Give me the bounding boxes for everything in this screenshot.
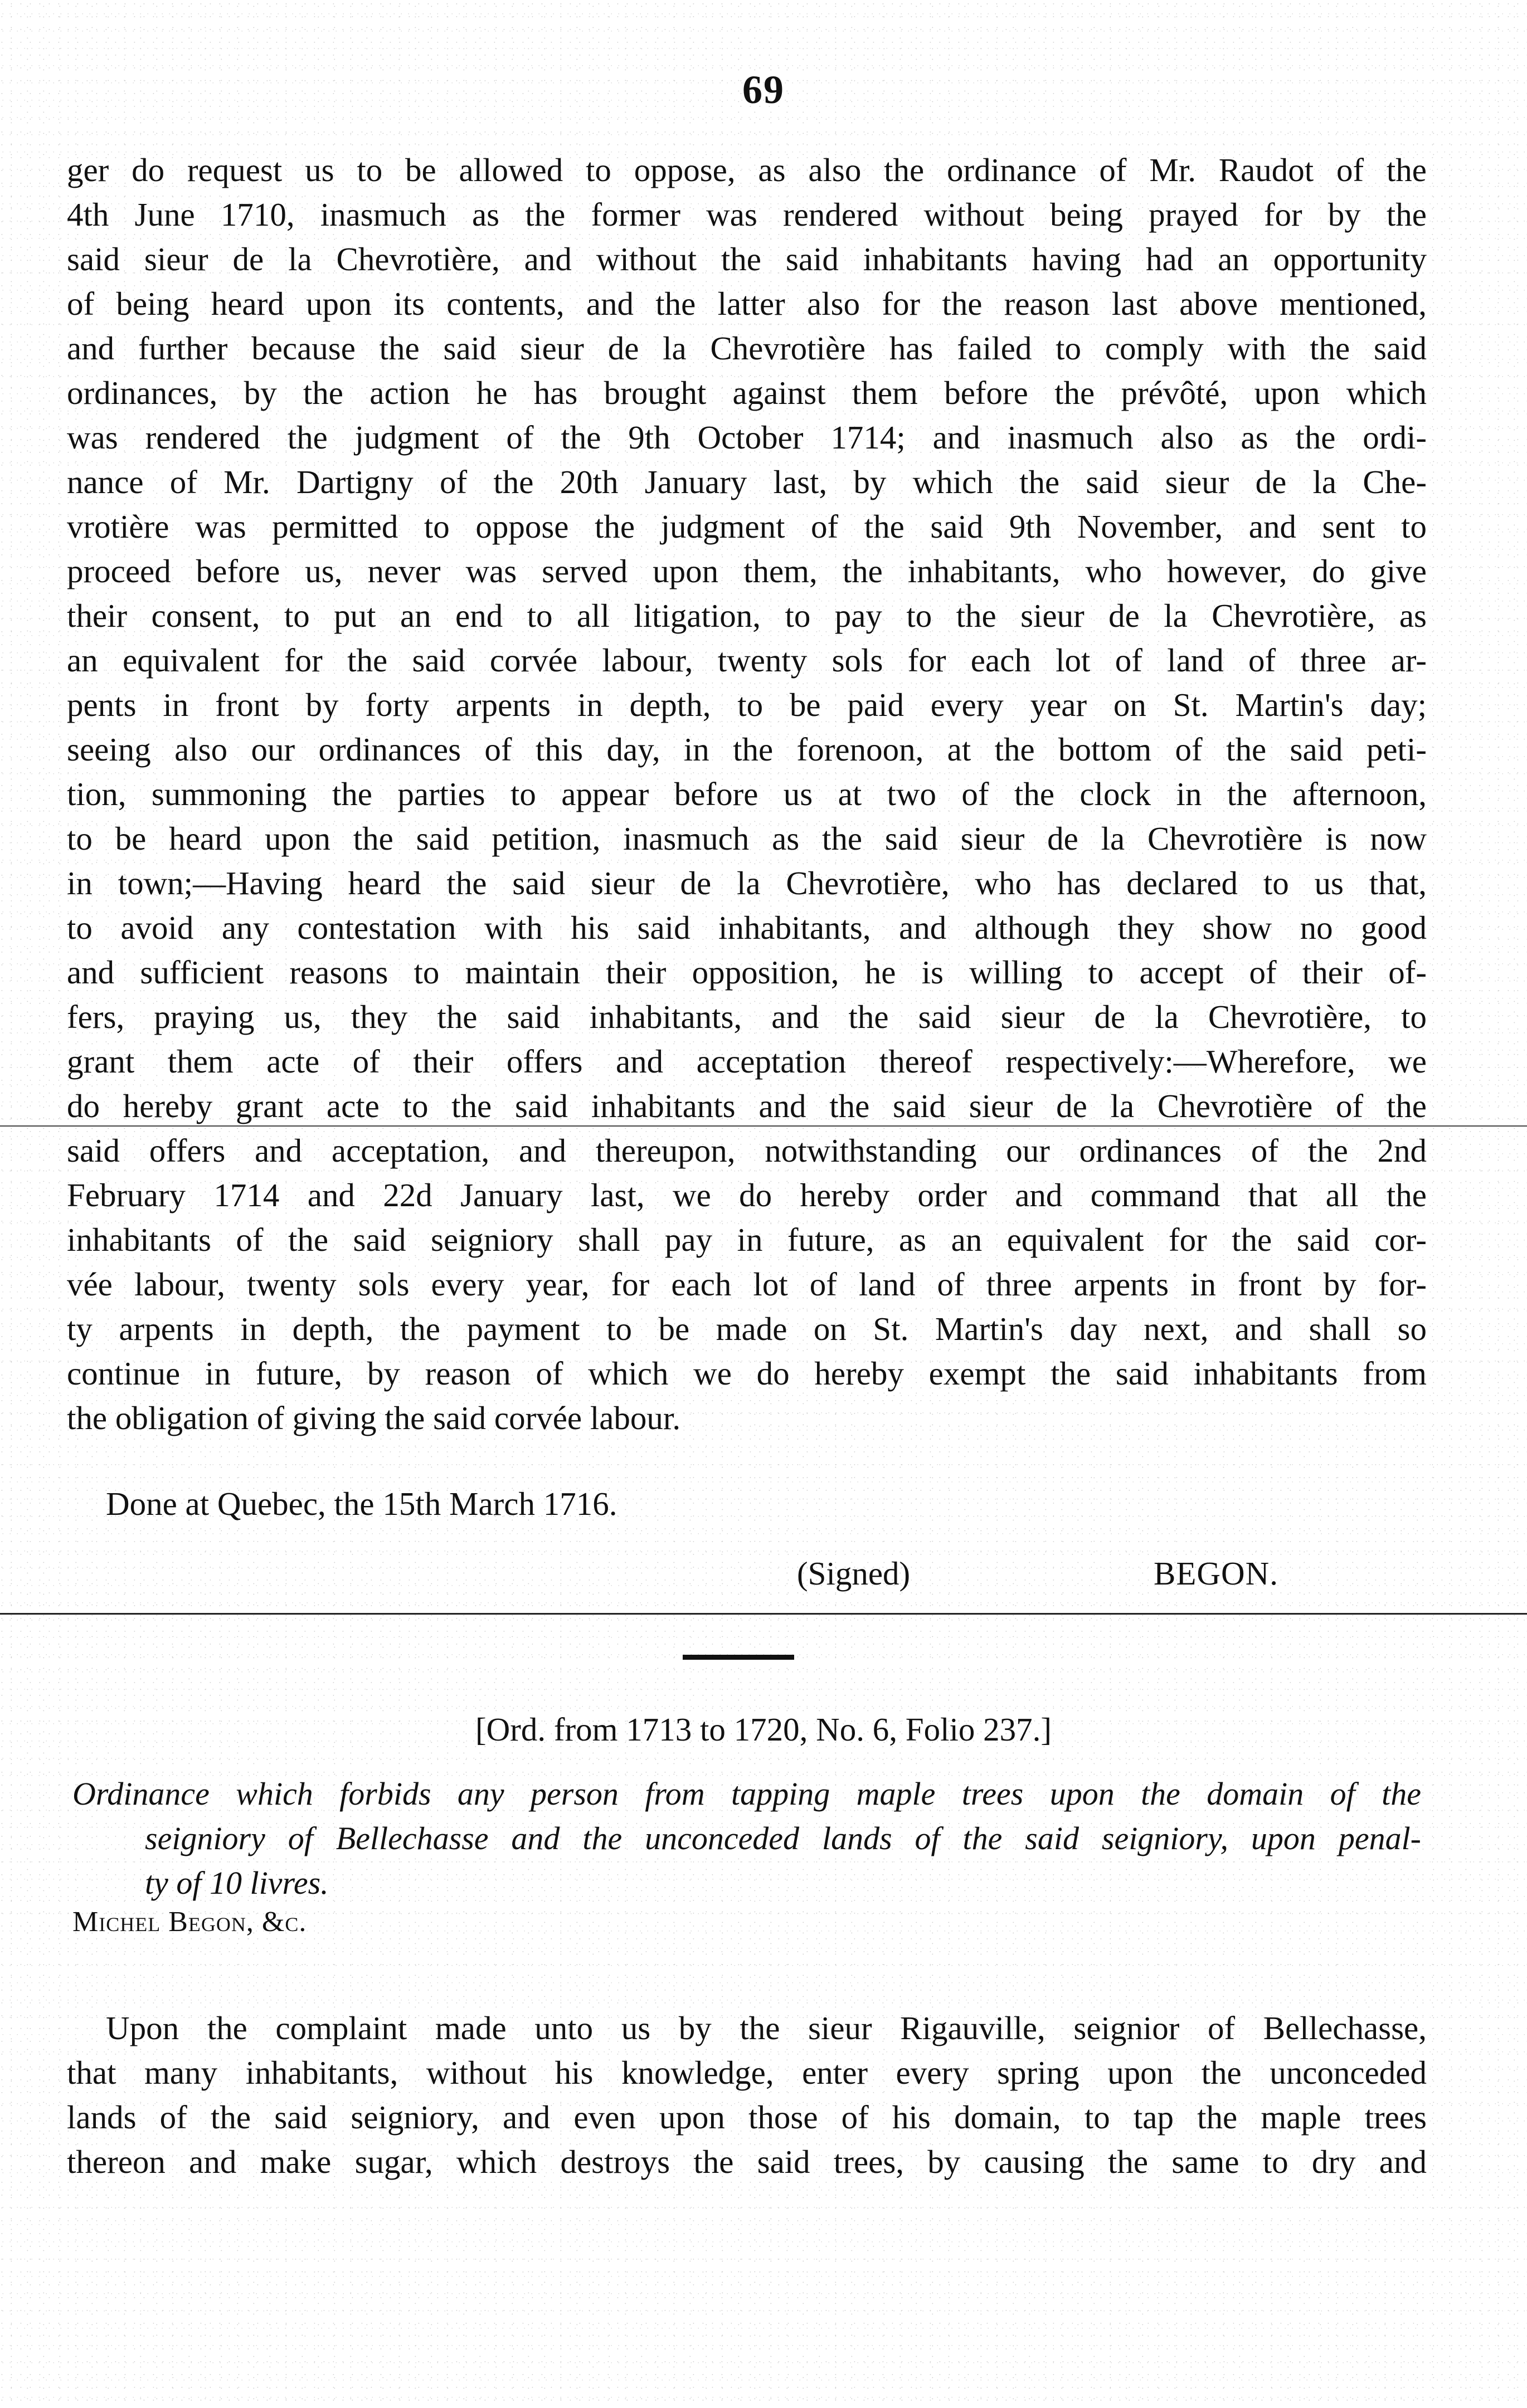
text-line: thereon and make sugar, which destroys the said trees, by causing the same to dry and — [67, 2143, 1427, 2180]
text-line: and further because the said sieur de la Chevrotière has failed to comply with the said — [67, 330, 1427, 367]
text-line: 4th June 1710, inasmuch as the former was rendered without being prayed for by the — [67, 196, 1427, 233]
text-line: in town;—Having heard the said sieur de la Chevrotière, who has declared to us that, — [67, 865, 1427, 901]
text-line: was rendered the judgment of the 9th October 1714; and inasmuch also as the ordi- — [67, 419, 1427, 456]
text-line: February 1714 and 22d January last, we do hereby order and command that all the — [67, 1177, 1427, 1213]
text-line: that many inhabitants, without his knowledge, enter every spring upon the unconceded — [67, 2054, 1427, 2091]
text-line: ger do request us to be allowed to oppose, as also the ordinance of Mr. Raudot of the — [67, 152, 1427, 188]
text-line: vée labour, twenty sols every year, for each lot of land of three arpents in front by for- — [67, 1266, 1427, 1303]
text-line: tion, summoning the parties to appear before us at two of the clock in the afternoon, — [67, 776, 1427, 812]
title-line: Ordinance which forbids any person from tapping maple trees upon the domain of the — [72, 1776, 1421, 1812]
title-line: ty of 10 livres. — [145, 1865, 329, 1901]
title-line: seigniory of Bellechasse and the unconceded lands of the said seigniory, upon penal- — [145, 1820, 1421, 1856]
text-line: continue in future, by reason of which we do hereby exempt the said inhabitants from — [67, 1355, 1427, 1392]
ordinance-reference: [Ord. from 1713 to 1720, No. 6, Folio 237.] — [475, 1711, 1052, 1748]
text-line: vrotière was permitted to oppose the judgment of the said 9th November, and sent to — [67, 508, 1427, 545]
complaint-body-text — [67, 2006, 1427, 2184]
author-name: Michel Begon, &c. — [72, 1906, 307, 1938]
text-line: to be heard upon the said petition, inasmuch as the said sieur de la Chevrotière is now — [67, 820, 1427, 857]
signer-name: BEGON. — [1154, 1555, 1278, 1592]
scan-line-divider — [0, 1125, 1527, 1127]
text-line: said sieur de la Chevrotière, and without the said inhabitants having had an opportunity — [67, 241, 1427, 277]
signed-label: (Signed) — [797, 1555, 911, 1592]
text-line: do hereby grant acte to the said inhabitants and the said sieur de la Chevrotière of the — [67, 1088, 1427, 1124]
text-line: ty arpents in depth, the payment to be made on St. Martin's day next, and shall so — [67, 1310, 1427, 1347]
text-line: nance of Mr. Dartigny of the 20th January last, by which the said sieur de la Che- — [67, 464, 1427, 500]
text-line: said offers and acceptation, and thereupon, notwithstanding our ordinances of the 2nd — [67, 1132, 1427, 1169]
text-line: inhabitants of the said seigniory shall pay in future, as an equivalent for the said cor- — [67, 1221, 1427, 1258]
text-line: ordinances, by the action he has brought against them before the prévôté, upon which — [67, 374, 1427, 411]
text-line: proceed before us, never was served upon them, the inhabitants, who however, do give — [67, 553, 1427, 589]
text-line: the obligation of giving the said corvée labour. — [67, 1400, 681, 1436]
text-line: fers, praying us, they the said inhabitants, and the said sieur de la Chevrotière, to — [67, 998, 1427, 1035]
page-number: 69 — [742, 67, 785, 112]
text-line: lands of the said seigniory, and even upon those of his domain, to tap the maple trees — [67, 2099, 1427, 2136]
text-line: to avoid any contestation with his said inhabitants, and although they show no good — [67, 909, 1427, 946]
text-line: Upon the complaint made unto us by the sieur Rigauville, seignior of Bellechasse, — [106, 2010, 1427, 2046]
text-line: an equivalent for the said corvée labour, twenty sols for each lot of land of three ar- — [67, 642, 1427, 679]
text-line: seeing also our ordinances of this day, in the forenoon, at the bottom of the said peti- — [67, 731, 1427, 768]
ordinance-body-text — [67, 148, 1427, 1440]
short-rule-ornament — [683, 1655, 794, 1660]
text-line: and sufficient reasons to maintain their opposition, he is willing to accept of their of- — [67, 954, 1427, 991]
text-line: of being heard upon its contents, and the latter also for the reason last above mentioned, — [67, 285, 1427, 322]
done-at-line: Done at Quebec, the 15th March 1716. — [106, 1485, 617, 1522]
section-divider — [0, 1613, 1527, 1615]
text-line: their consent, to put an end to all litigation, to pay to the sieur de la Chevrotière, as — [67, 597, 1427, 634]
ordinance-title — [72, 1772, 1421, 1905]
text-line: grant them acte of their offers and acceptation thereof respectively:—Wherefore, we — [67, 1043, 1427, 1080]
text-line: pents in front by forty arpents in depth, to be paid every year on St. Martin's day; — [67, 686, 1427, 723]
